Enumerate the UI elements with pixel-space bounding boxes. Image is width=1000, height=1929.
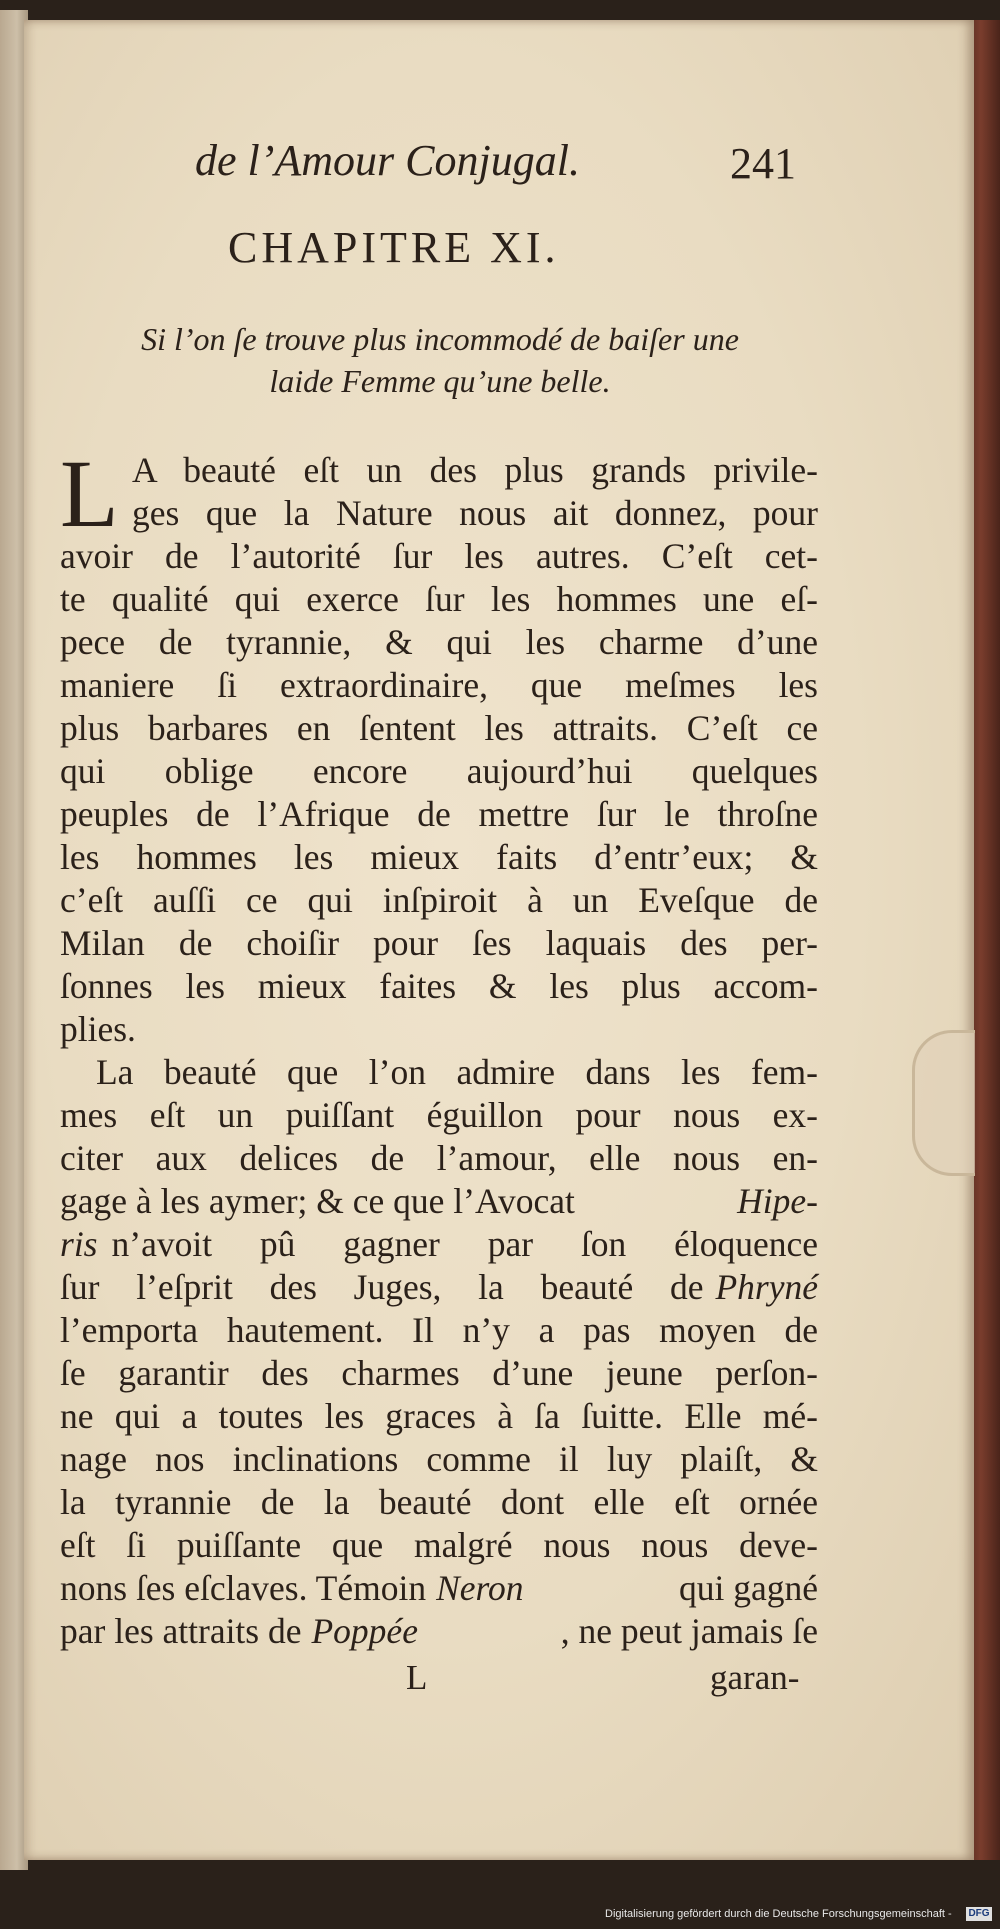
body-line: les hommes les mieux faits d’entr’eux; &: [60, 837, 818, 877]
subtitle-line: laide Femme qu’une belle.: [269, 363, 611, 399]
body-line: [60, 1267, 818, 1307]
line-text: qui gagné: [678, 1568, 818, 1608]
line-text: gage à les aymer; & ce que l’Avocat: [60, 1181, 575, 1221]
body-line: maniere ſi extraordinaire, que meſmes les: [60, 665, 818, 705]
subtitle-line: Si l’on ſe trouve plus incommodé de baiſer une: [141, 321, 739, 357]
italic-name-neron: Neron: [436, 1568, 524, 1608]
body-line: A beauté eſt un des plus grands privile-: [132, 450, 818, 490]
body-line: mes eſt un puiſſant éguillon pour nous ex-: [60, 1095, 818, 1135]
body-line: nage nos inclinations comme il luy plaiſt, &: [60, 1439, 818, 1479]
body-line: c’eſt auſſi ce qui inſpiroit à un Eveſque de: [60, 880, 818, 920]
page-clip: [912, 1030, 975, 1176]
italic-name-hiperis: ris: [60, 1224, 98, 1264]
italic-name-hiperis: Hipe-: [737, 1181, 818, 1221]
body-line: eſt ſi puiſſante que malgré nous nous deve-: [60, 1525, 818, 1565]
line-text: ſur l’eſprit des Juges, la beauté de: [60, 1267, 704, 1307]
body-line: la tyrannie de la beauté dont elle eſt ornée: [60, 1482, 818, 1522]
dfg-logo: DFG: [966, 1907, 992, 1921]
drop-cap: L: [60, 440, 119, 547]
line-text: , ne peut jamais ſe: [560, 1611, 818, 1651]
body-line: [60, 1224, 818, 1264]
catchword: garan-: [710, 1658, 800, 1697]
line-text: n’avoit pû gagner par ſon éloquence: [111, 1224, 818, 1264]
body-line: te qualité qui exerce ſur les hommes une eſ-: [60, 579, 818, 619]
body-line: ges que la Nature nous ait donnez, pour: [132, 493, 818, 533]
chapter-subtitle: [60, 318, 820, 402]
body-line: qui oblige encore aujourd’hui quelques: [60, 751, 818, 791]
body-line: ſe garantir des charmes d’une jeune perſon-: [60, 1353, 818, 1393]
body-line: ne qui a toutes les graces à ſa ſuitte. Elle mé-: [60, 1396, 818, 1436]
page-number: 241: [730, 139, 796, 188]
body-line: ſonnes les mieux faites & les plus accom-: [60, 966, 818, 1006]
body-line: [60, 1611, 818, 1651]
body-line: La beauté que l’on admire dans les fem-: [96, 1052, 818, 1092]
body-line: plies.: [60, 1009, 136, 1049]
body-line: Milan de choiſir pour ſes laquais des per-: [60, 923, 818, 963]
digitization-credit: Digitalisierung gefördert durch die Deutsche Forschungsgemeinschaft -: [605, 1908, 952, 1920]
body-line: pece de tyrannie, & qui les charme d’une: [60, 622, 818, 662]
line-text: par les attraits de: [60, 1611, 302, 1651]
signature-mark: L: [406, 1658, 428, 1697]
body-line: citer aux delices de l’amour, elle nous en-: [60, 1138, 818, 1178]
chapter-heading: CHAPITRE XI.: [228, 223, 560, 272]
body-line: plus barbares en ſentent les attraits. C’eſt ce: [60, 708, 818, 748]
body-line: l’emporta hautement. Il n’y a pas moyen de: [60, 1310, 818, 1350]
body-line: avoir de l’autorité ſur les autres. C’eſt cet-: [60, 536, 818, 576]
body-line: [60, 1181, 818, 1221]
body-line: [60, 1568, 818, 1608]
running-title: de l’Amour Conjugal.: [195, 136, 580, 185]
italic-name-phryne: Phryné: [715, 1267, 818, 1307]
body-line: peuples de l’Afrique de mettre ſur le throſne: [60, 794, 818, 834]
italic-name-poppee: Poppée: [311, 1611, 418, 1651]
line-text: nons ſes eſclaves. Témoin: [60, 1568, 427, 1608]
